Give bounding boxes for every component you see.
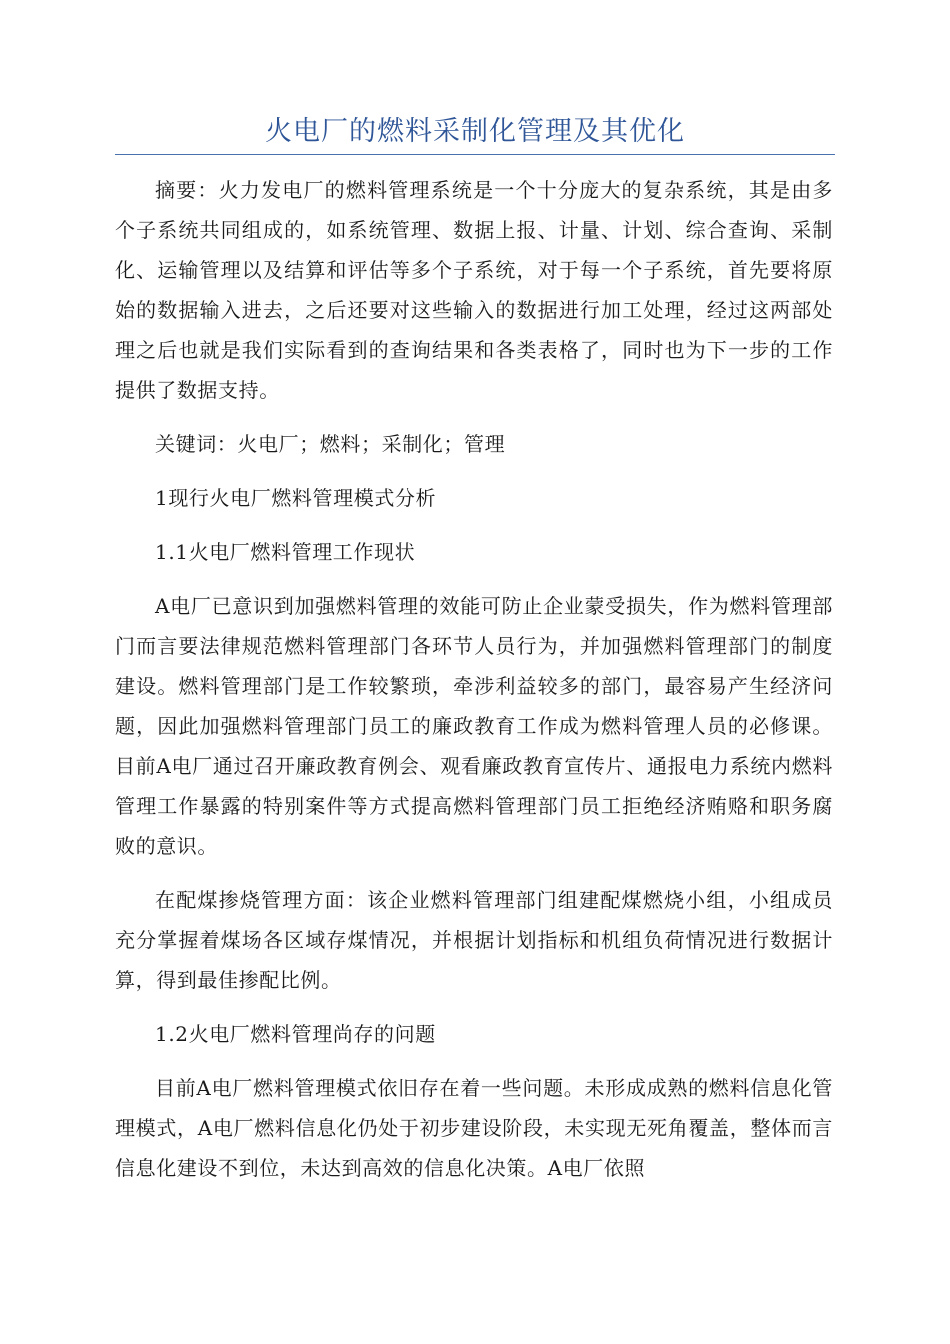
document-title: 火电厂的燃料采制化管理及其优化: [265, 116, 685, 147]
body-paragraph: 目前A电厂燃料管理模式依旧存在着一些问题。未形成成熟的燃料信息化管理模式，A电厂燃料信息化仍处于初步建设阶段，未实现无死角覆盖，整体而言信息化建设不到位，未达到高效的信息化决策。A电厂依照: [115, 1076, 833, 1180]
keywords-line: 关键词：火电厂；燃料；采制化；管理: [155, 432, 506, 456]
document-body: [115, 170, 833, 1202]
subsection-heading: 1.2火电厂燃料管理尚存的问题: [155, 1022, 436, 1046]
title-underline: [115, 154, 835, 155]
subsection-heading: 1.1火电厂燃料管理工作现状: [155, 540, 416, 564]
section-heading: 1现行火电厂燃料管理模式分析: [155, 486, 437, 510]
abstract-paragraph: 摘要：火力发电厂的燃料管理系统是一个十分庞大的复杂系统，其是由多个子系统共同组成的，如系统管理、数据上报、计量、计划、综合查询、采制化、运输管理以及结算和评估等多个子系统，对于每一个子系统，首先要将原始的数据输入进去，之后还要对这些输入的数据进行加工处理，经过这两部处理之后也就是我们实际看到的查询结果和各类表格了，同时也为下一步的工作提供了数据支持。: [115, 178, 833, 402]
body-paragraph: 在配煤掺烧管理方面：该企业燃料管理部门组建配煤燃烧小组，小组成员充分掌握着煤场各区域存煤情况，并根据计划指标和机组负荷情况进行数据计算，得到最佳掺配比例。: [115, 888, 833, 992]
body-paragraph: A电厂已意识到加强燃料管理的效能可防止企业蒙受损失，作为燃料管理部门而言要法律规范燃料管理部门各环节人员行为，并加强燃料管理部门的制度建设。燃料管理部门是工作较繁琐，牵涉利益较多的部门，最容易产生经济问题，因此加强燃料管理部门员工的廉政教育工作成为燃料管理人员的必修课。目前A电厂通过召开廉政教育例会、观看廉政教育宣传片、通报电力系统内燃料管理工作暴露的特别案件等方式提高燃料管理部门员工拒绝经济贿赂和职务腐败的意识。: [115, 594, 833, 858]
